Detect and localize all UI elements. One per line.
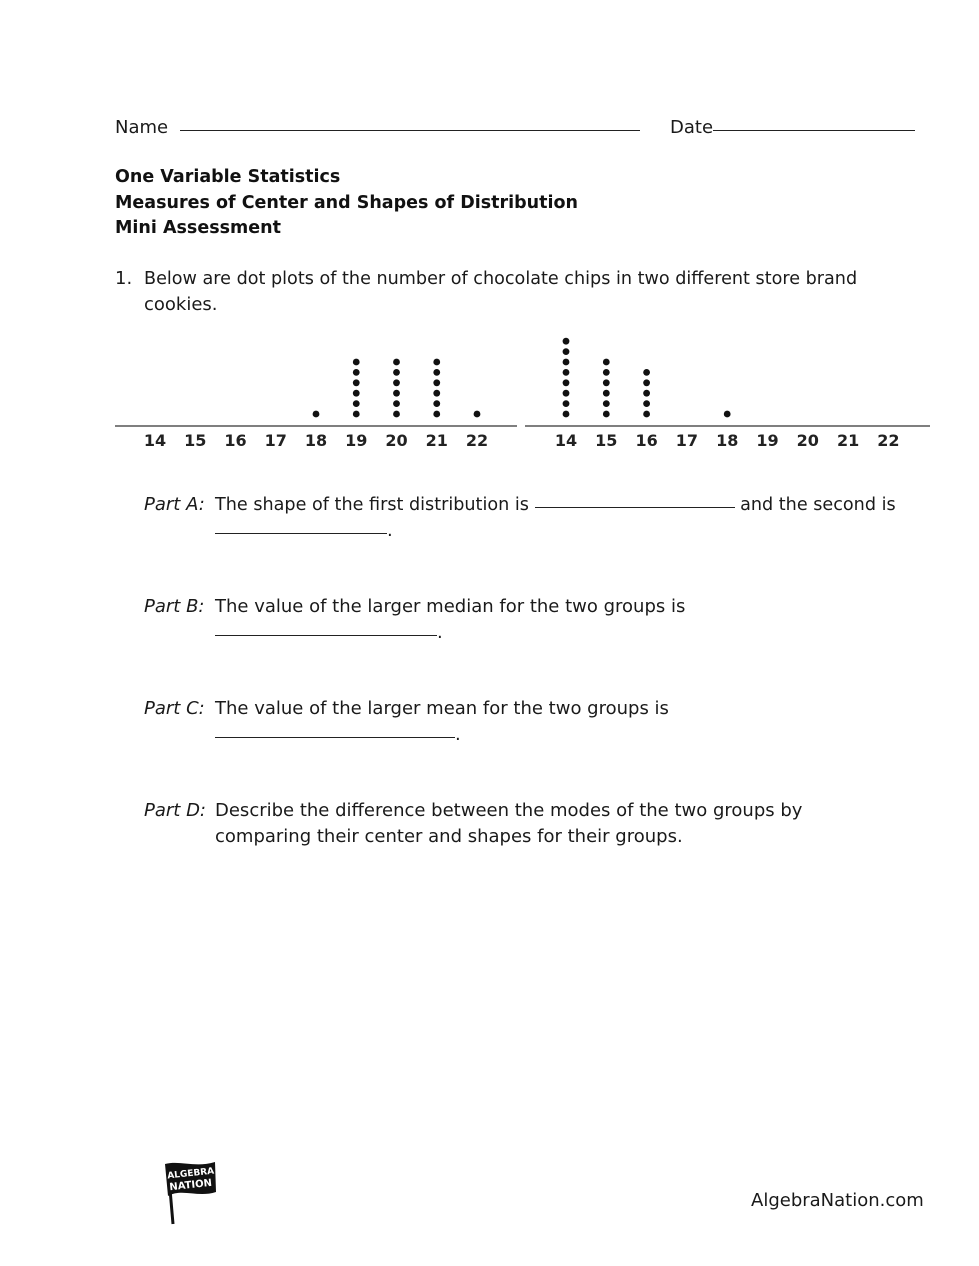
question-text-line-2: cookies. bbox=[144, 294, 218, 315]
part-c-blank[interactable] bbox=[215, 736, 455, 738]
dot-plot-1-tick-label: 15 bbox=[184, 431, 207, 450]
part-b-end: . bbox=[437, 622, 443, 643]
part-c-end: . bbox=[455, 724, 461, 745]
question-number: 1. bbox=[115, 268, 133, 289]
part-a-text-2: and the second is bbox=[740, 495, 896, 515]
algebra-nation-logo bbox=[160, 1158, 222, 1226]
dot-plot-2-dot bbox=[603, 359, 610, 366]
date-blank[interactable] bbox=[713, 129, 915, 131]
part-d-text-2: comparing their center and shapes for their groups. bbox=[215, 826, 683, 847]
part-b-blank[interactable] bbox=[215, 634, 437, 636]
part-c-line-2 bbox=[215, 722, 461, 748]
dot-plot-2-dot bbox=[643, 400, 650, 407]
dot-plot-2-dot bbox=[603, 379, 610, 386]
dot-plot-1-tick-label: 14 bbox=[143, 431, 167, 450]
part-a-text-1: The shape of the first distribution is bbox=[215, 495, 529, 515]
dot-plot-2-tick-label: 19 bbox=[756, 431, 779, 450]
dot-plot-2-dot bbox=[563, 348, 570, 355]
dot-plot-1-tick-label: 22 bbox=[465, 431, 489, 450]
dot-plot-1-dot bbox=[353, 411, 360, 418]
dot-plot-1-dot bbox=[393, 390, 400, 397]
dot-plot-1-dot bbox=[393, 379, 400, 386]
part-c-label: Part C: bbox=[144, 698, 205, 719]
dot-plot-2-dot bbox=[563, 369, 570, 376]
dot-plot-1-dot bbox=[433, 369, 440, 376]
dot-plot-1-tick-label: 17 bbox=[264, 431, 287, 450]
dot-plot-2-dot bbox=[643, 369, 650, 376]
dot-plot-2-dot bbox=[563, 411, 570, 418]
dot-plot-1-dot bbox=[474, 411, 481, 418]
dot-plot-1-dot bbox=[393, 369, 400, 376]
dot-plot-2-dot bbox=[643, 390, 650, 397]
part-b-text: The value of the larger median for the two groups is bbox=[215, 596, 686, 617]
dot-plot-1-dot bbox=[353, 359, 360, 366]
date-line bbox=[670, 115, 915, 141]
dot-plot-2-dot bbox=[643, 379, 650, 386]
name-line bbox=[115, 115, 640, 141]
dot-plot-2-dot bbox=[563, 400, 570, 407]
date-label: Date bbox=[670, 117, 714, 138]
dot-plot-2-tick-label: 21 bbox=[836, 431, 860, 450]
dot-plot-2-tick-label: 22 bbox=[877, 431, 900, 450]
dot-plot-1-dot bbox=[353, 400, 360, 407]
logo-text-line-1: ALGEBRA bbox=[166, 1166, 215, 1182]
part-b-label: Part B: bbox=[144, 596, 205, 617]
part-a-blank-2[interactable] bbox=[215, 532, 387, 534]
dot-plot-1-dot bbox=[353, 369, 360, 376]
dot-plot-1-dot bbox=[353, 390, 360, 397]
dot-plot-1-dot bbox=[433, 400, 440, 407]
dot-plot-2-dot bbox=[563, 338, 570, 345]
dot-plot-1-dot bbox=[393, 400, 400, 407]
logo-text-line-2: NATION bbox=[168, 1177, 213, 1194]
title-line-1: One Variable Statistics bbox=[115, 167, 341, 187]
dot-plot-1-dot bbox=[353, 379, 360, 386]
dot-plot-2-dot bbox=[643, 411, 650, 418]
name-label: Name bbox=[115, 117, 169, 138]
part-b-line-2 bbox=[215, 620, 443, 646]
dot-plot-2-tick-label: 17 bbox=[675, 431, 699, 450]
part-c-text: The value of the larger mean for the two groups is bbox=[215, 698, 669, 719]
dot-plot-1-dot bbox=[433, 411, 440, 418]
dot-plot-1-tick-label: 21 bbox=[425, 431, 448, 450]
dot-plot-2-dot bbox=[603, 369, 610, 376]
part-a-end: . bbox=[387, 520, 393, 541]
dot-plot-2-tick-label: 20 bbox=[796, 431, 819, 450]
dot-plot-2-dot bbox=[603, 390, 610, 397]
dot-plot-2-tick-label: 18 bbox=[716, 431, 739, 450]
footer-site[interactable]: AlgebraNation.com bbox=[751, 1190, 924, 1211]
dot-plot-1-dot bbox=[433, 359, 440, 366]
part-a-line-1 bbox=[215, 492, 896, 518]
dot-plot-1-tick-label: 19 bbox=[345, 431, 368, 450]
part-a-line-2 bbox=[215, 518, 393, 544]
part-d-label: Part D: bbox=[144, 800, 206, 821]
dot-plot-1-dot bbox=[313, 411, 320, 418]
dot-plot-1-dot bbox=[433, 379, 440, 386]
dot-plot-2-dot bbox=[563, 379, 570, 386]
dot-plot-2-tick-label: 15 bbox=[595, 431, 618, 450]
name-blank[interactable] bbox=[180, 129, 640, 131]
dot-plots bbox=[110, 325, 935, 455]
dot-plot-2-dot bbox=[563, 359, 570, 366]
part-a-blank-1[interactable] bbox=[535, 506, 735, 508]
title-line-3: Mini Assessment bbox=[115, 218, 281, 238]
question-text-line-1: Below are dot plots of the number of chocolate chips in two different store brand bbox=[144, 269, 858, 289]
dot-plot-1-dot bbox=[393, 359, 400, 366]
part-d-text-1: Describe the difference between the modes of the two groups by bbox=[215, 800, 803, 821]
dot-plot-2-dot bbox=[603, 400, 610, 407]
dot-plot-1-tick-label: 20 bbox=[385, 431, 408, 450]
dot-plot-1-tick-label: 18 bbox=[304, 431, 328, 450]
part-a-label: Part A: bbox=[144, 494, 205, 515]
dot-plot-2-dot bbox=[724, 411, 731, 418]
dot-plot-2-dot bbox=[603, 411, 610, 418]
dot-plot-1-dot bbox=[393, 411, 400, 418]
dot-plot-2-dot bbox=[563, 390, 570, 397]
dot-plot-2-tick-label: 14 bbox=[554, 431, 578, 450]
dot-plot-1-dot bbox=[433, 390, 440, 397]
dot-plot-2-tick-label: 16 bbox=[635, 431, 658, 450]
title-line-2: Measures of Center and Shapes of Distribution bbox=[115, 193, 578, 213]
dot-plot-1-tick-label: 16 bbox=[224, 431, 247, 450]
